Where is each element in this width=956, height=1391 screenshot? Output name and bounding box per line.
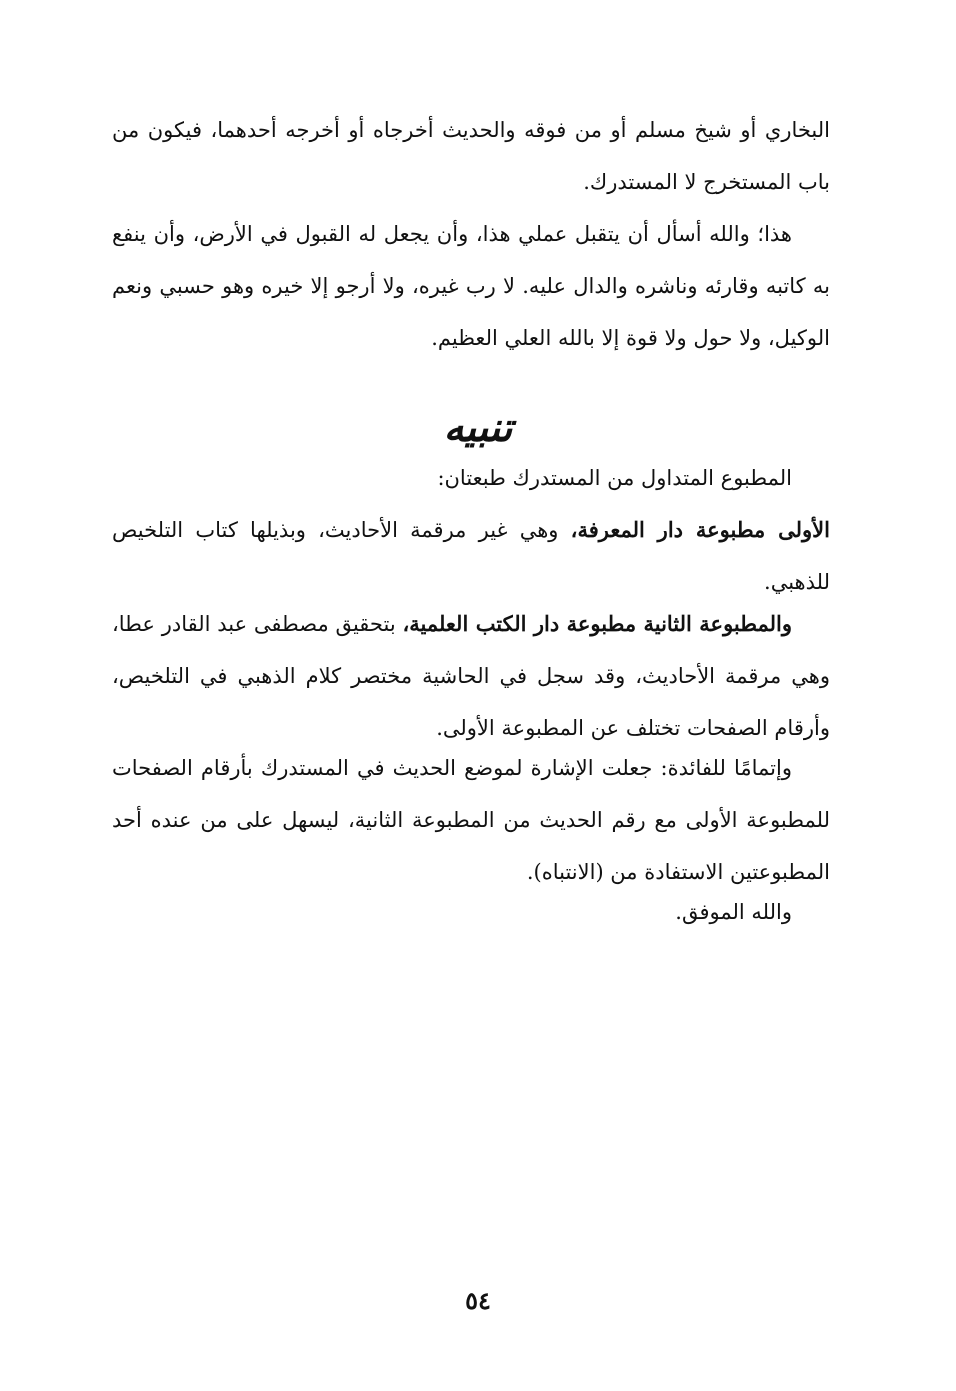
first-edition-title: الأولى مطبوعة دار المعرفة، <box>570 517 830 542</box>
second-edition-description: بتحقيق مصطفى عبد القادر عطا، وهي مرقمة الأحاديث، وقد سجل في الحاشية مختصر كلام الذهبي في التلخيص، وأرقام الصفحات تختلف عن المطبوعة الأولى. <box>112 612 830 740</box>
second-edition-title: والمطبوعة الثانية مطبوعة دار الكتب العلمية، <box>402 611 792 636</box>
paragraph-completion: وإتمامًا للفائدة: جعلت الإشارة لموضع الحديث في المستدرك بأرقام الصفحات للمطبوعة الأولى مع رقم الحديث من المطبوعة الثانية، ليسهل على من عنده أحد المطبوعتين الاستفادة من (الانتباه). <box>112 756 830 884</box>
first-edition-description: وهي غير مرقمة الأحاديث، وبذيلها كتاب التلخيص للذهبي. <box>112 518 830 594</box>
page-number: ٥٤ <box>465 1286 491 1315</box>
paragraph-continuation: البخاري أو شيخ مسلم أو من فوقه والحديث أخرجاه أو أخرجه أحدهما، فيكون من باب المستخرج لا المستدرك. <box>112 118 830 194</box>
paragraph-closing-prayer: هذا؛ والله أسأل أن يتقبل عملي هذا، وأن يجعل له القبول في الأرض، وأن ينفع به كاتبه وقارئه وناشره والدال عليه. لا رب غيره، ولا أرجو إلا خيره وهو حسبي ونعم الوكيل، ولا حول ولا قوة إلا بالله العلي العظيم. <box>112 222 830 350</box>
closing-line: والله الموفق. <box>675 900 792 924</box>
paragraph-first-edition <box>112 504 830 608</box>
notice-intro: المطبوع المتداول من المستدرك طبعتان: <box>437 466 792 490</box>
notice-heading: تنبيه <box>443 404 513 451</box>
paragraph-second-edition <box>112 598 830 754</box>
